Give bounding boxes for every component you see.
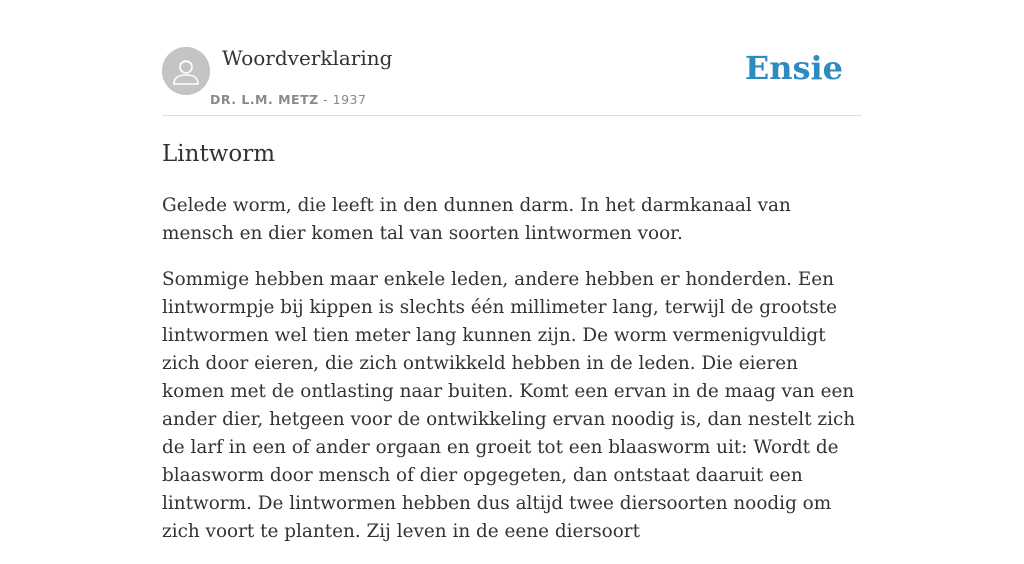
user-placeholder-icon[interactable] xyxy=(162,47,210,95)
source-year: 1937 xyxy=(332,92,367,107)
source-header xyxy=(162,0,862,116)
entry-content xyxy=(162,138,864,564)
source-author[interactable]: DR. L.M. METZ xyxy=(210,92,319,107)
entry-paragraph: Sommige hebben maar enkele leden, andere hebben er honderden. Een lintwormpje bij kippen is slechts één millimeter lang, terwijl de grootste lintwormen wel tien meter lang kunnen zijn. De worm vermenigvuldigt zich door eieren, die zich ontwikkeld hebben in de leden. Die eieren komen met de ontlasting naar buiten. Komt een ervan in de maag van een ander dier, hetgeen voor de ontwikkeling ervan noodig is, dan nestelt zich de larf in een of ander orgaan en groeit tot een blaasworm uit: Wordt de blaasworm door mensch of dier opgegeten, dan ontstaat daaruit een lintworm. De lintwormen hebben dus altijd twee diersoorten noodig om zich voort te planten. Zij leven in de eene diersoort xyxy=(162,269,856,542)
ensie-logo[interactable]: Ensie xyxy=(744,49,843,87)
source-title[interactable]: Woordverklaring xyxy=(222,46,393,70)
meta-separator: - xyxy=(318,92,333,107)
source-meta xyxy=(210,92,366,108)
entry-title: Lintworm xyxy=(162,141,276,167)
entry-paragraph: Gelede worm, die leeft in den dunnen darm. In het darmkanaal van mensch en dier komen tal van soorten lintwormen voor. xyxy=(162,195,791,244)
